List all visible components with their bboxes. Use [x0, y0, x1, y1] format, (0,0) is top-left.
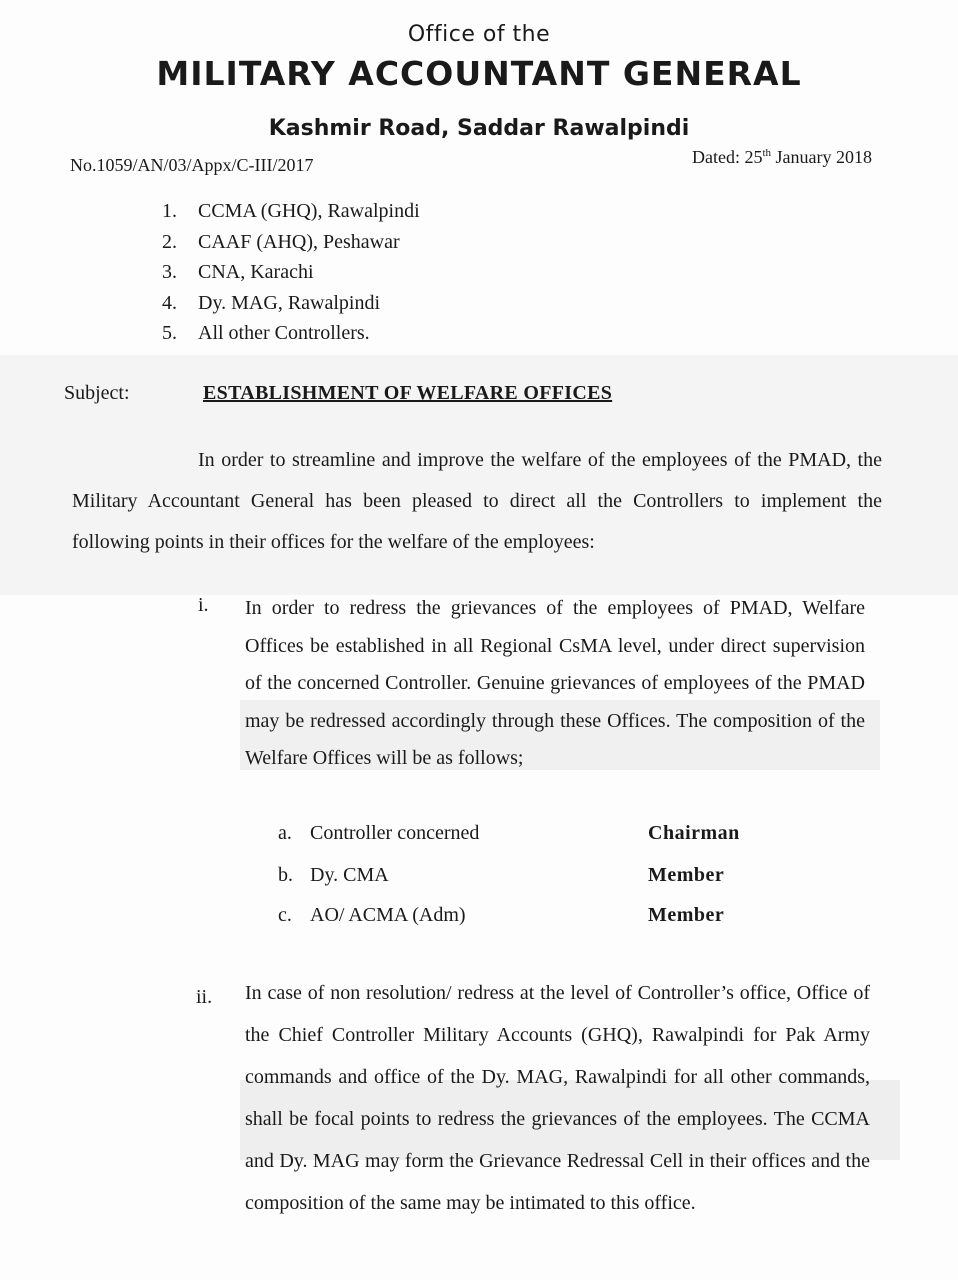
composition-role: AO/ ACMA (Adm) — [310, 904, 466, 926]
letterhead-title: MILITARY ACCOUNTANT GENERAL — [156, 54, 802, 93]
addressee-list — [162, 196, 420, 349]
addressee-number: 3. — [162, 261, 177, 283]
dated-day-suffix: th — [762, 147, 772, 159]
addressee-text: CAAF (AHQ), Peshawar — [198, 230, 400, 253]
dated-day: 25 — [744, 147, 763, 167]
subject-label: Subject: — [64, 382, 130, 404]
point-text: In case of non resolution/ redress at the level of Controller’s office, Office of the Chief Controller Military Accounts (GHQ), Rawalpindi for Pak Army commands and office of the Dy. MAG, Rawalpindi for all other commands, shall be focal points to redress the grievances of the employees. The CCMA and Dy. MAG may form the Grievance Redressal Cell in their offices and the composition of the same may be intimated to this office. — [245, 982, 870, 1214]
addressee-number: 5. — [162, 322, 177, 344]
addressee-item — [162, 257, 420, 288]
point-number: ii. — [196, 986, 213, 1008]
composition-letter: c. — [278, 904, 292, 926]
addressee-text: CCMA (GHQ), Rawalpindi — [198, 200, 420, 222]
addressee-item — [162, 288, 420, 319]
composition-role: Controller concerned — [310, 822, 480, 844]
addressee-number: 4. — [162, 291, 177, 314]
reference-number: No.1059/AN/03/Appx/C-III/2017 — [70, 155, 314, 175]
addressee-item — [162, 196, 420, 227]
addressee-text: Dy. MAG, Rawalpindi — [198, 291, 381, 314]
dated-label: Dated: — [691, 147, 740, 167]
letterhead-office-of: Office of the — [407, 22, 551, 47]
intro-paragraph-text: In order to streamline and improve the welfare of the employees of the PMAD, the Military Accountant General has been pleased to direct all the Controllers to implement the following points in their offices for the welfare of the employees: — [72, 449, 882, 553]
intro-paragraph — [72, 440, 882, 563]
document-date — [692, 147, 872, 168]
point-number: i. — [198, 594, 209, 616]
addressee-text: All other Controllers. — [198, 322, 370, 344]
addressee-item — [162, 318, 420, 349]
dated-month-year: January 2018 — [775, 147, 872, 167]
point-text: In order to redress the grievances of the employees of PMAD, Welfare Offices be established in all Regional CsMA level, under direct supervision of the concerned Controller. Genuine grievances of employees of the PMAD may be redressed accordingly through these Offices. The composition of the Welfare Offices will be as follows; — [245, 597, 865, 769]
addressee-number: 2. — [162, 230, 177, 253]
composition-position: Chairman — [648, 822, 740, 844]
addressee-text: CNA, Karachi — [198, 261, 314, 283]
composition-role: Dy. CMA — [310, 864, 389, 886]
letterhead-address: Kashmir Road, Saddar Rawalpindi — [268, 116, 690, 141]
composition-position: Member — [648, 864, 725, 886]
composition-letter: b. — [278, 864, 293, 886]
addressee-item — [162, 227, 420, 258]
subject-text: ESTABLISHMENT OF WELFARE OFFICES — [203, 382, 613, 404]
composition-letter: a. — [278, 822, 292, 844]
composition-position: Member — [648, 904, 725, 926]
addressee-number: 1. — [162, 200, 177, 222]
